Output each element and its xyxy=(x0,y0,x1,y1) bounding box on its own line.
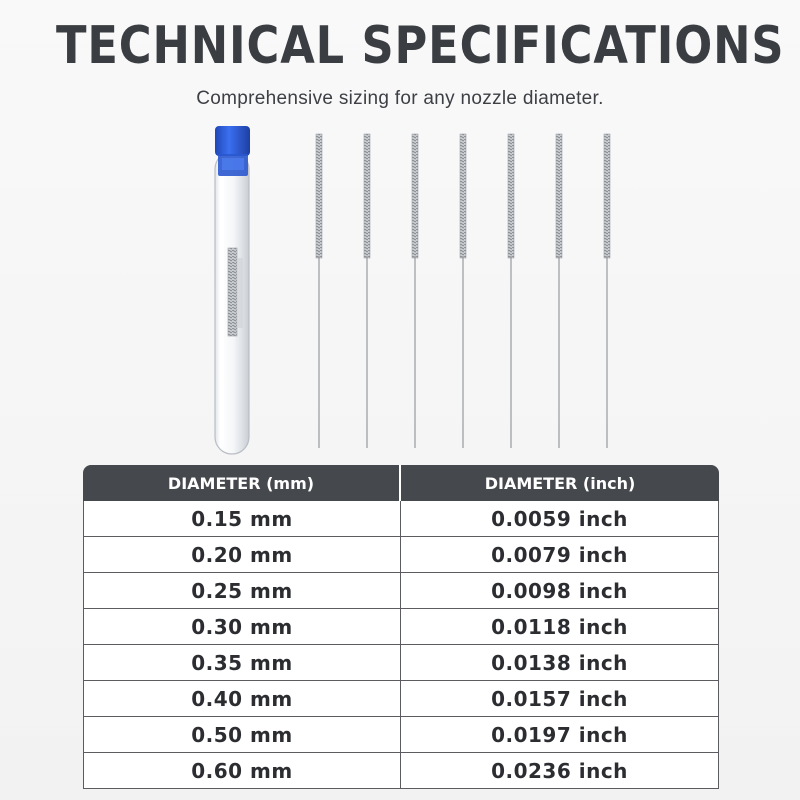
table-row xyxy=(83,645,719,681)
page-title: TECHNICAL SPECIFICATIONS xyxy=(56,16,785,76)
diameter-inch-cell: 0.0197 inch xyxy=(401,717,719,753)
storage-tube xyxy=(215,152,249,454)
diameter-mm-cell: 0.60 mm xyxy=(83,753,401,789)
diameter-inch-cell: 0.0118 inch xyxy=(401,609,719,645)
page-subtitle: Comprehensive sizing for any nozzle diameter. xyxy=(196,88,604,109)
table-row xyxy=(83,681,719,717)
diameter-inch-cell: 0.0098 inch xyxy=(401,573,719,609)
diameter-mm-cell: 0.50 mm xyxy=(83,717,401,753)
diameter-inch-cell: 0.0079 inch xyxy=(401,537,719,573)
needle xyxy=(604,134,610,448)
tube-cap xyxy=(215,126,250,176)
table-header-row xyxy=(83,465,719,501)
diameter-mm-cell: 0.20 mm xyxy=(83,537,401,573)
needle xyxy=(364,134,370,448)
diameter-mm-cell: 0.15 mm xyxy=(83,501,401,537)
diameter-inch-cell: 0.0138 inch xyxy=(401,645,719,681)
diameter-mm-cell: 0.35 mm xyxy=(83,645,401,681)
table-row xyxy=(83,573,719,609)
product-illustration xyxy=(0,118,800,463)
column-header-inch: DIAMETER (inch) xyxy=(401,465,719,501)
diameter-mm-cell: 0.40 mm xyxy=(83,681,401,717)
diameter-inch-cell: 0.0157 inch xyxy=(401,681,719,717)
needle xyxy=(412,134,418,448)
column-header-mm: DIAMETER (mm) xyxy=(83,465,401,501)
table-row xyxy=(83,717,719,753)
diameter-inch-cell: 0.0236 inch xyxy=(401,753,719,789)
diameter-mm-cell: 0.25 mm xyxy=(83,573,401,609)
needle xyxy=(460,134,466,448)
cleaning-needles xyxy=(316,134,610,448)
needle xyxy=(316,134,322,448)
diameter-inch-cell: 0.0059 inch xyxy=(401,501,719,537)
table-row xyxy=(83,609,719,645)
table-row xyxy=(83,501,719,537)
needle xyxy=(556,134,562,448)
table-row xyxy=(83,753,719,789)
table-row xyxy=(83,537,719,573)
specifications-table xyxy=(83,465,719,789)
needle xyxy=(508,134,514,448)
diameter-mm-cell: 0.30 mm xyxy=(83,609,401,645)
